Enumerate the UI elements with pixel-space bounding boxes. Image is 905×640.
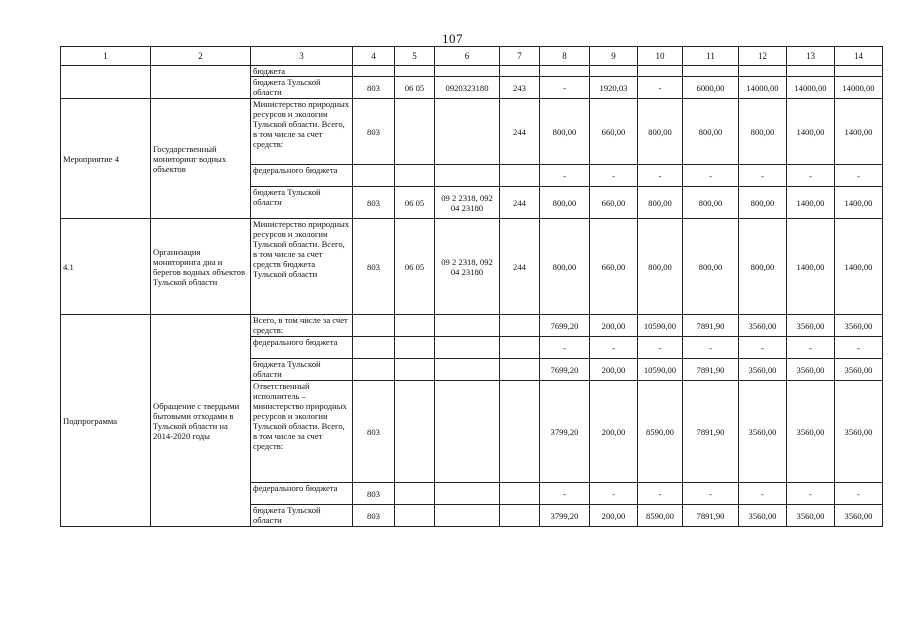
code-cell: 803 bbox=[353, 381, 395, 483]
header-row bbox=[61, 47, 883, 66]
code-cell: 803 bbox=[353, 505, 395, 527]
table-row bbox=[61, 315, 883, 337]
value-cell bbox=[835, 66, 883, 77]
column-header: 14 bbox=[835, 47, 883, 66]
source-cell: федерального бюджета bbox=[251, 165, 353, 187]
source-cell: бюджета Тульской области bbox=[251, 359, 353, 381]
value-cell: 1400,00 bbox=[787, 99, 835, 165]
value-cell: - bbox=[739, 165, 787, 187]
code-cell bbox=[395, 381, 435, 483]
value-cell: 1400,00 bbox=[835, 187, 883, 219]
column-header: 4 bbox=[353, 47, 395, 66]
source-cell: Ответственный исполнитель – министерство природных ресурсов и экологии Тульской области. Всего, в том числе за счет средств: bbox=[251, 381, 353, 483]
value-cell: - bbox=[835, 165, 883, 187]
value-cell bbox=[540, 66, 590, 77]
group-name-cell bbox=[151, 66, 251, 99]
code-cell bbox=[500, 315, 540, 337]
code-cell bbox=[435, 99, 500, 165]
column-header: 3 bbox=[251, 47, 353, 66]
code-cell: 0920323180 bbox=[435, 77, 500, 99]
value-cell: 1400,00 bbox=[835, 99, 883, 165]
group-name-event4: Государственный мониторинг водных объектов bbox=[151, 99, 251, 219]
value-cell bbox=[590, 66, 638, 77]
table-row bbox=[61, 219, 883, 315]
value-cell: 800,00 bbox=[739, 99, 787, 165]
value-cell: 660,00 bbox=[590, 187, 638, 219]
value-cell: 7891,90 bbox=[683, 505, 739, 527]
value-cell: 1400,00 bbox=[835, 219, 883, 315]
value-cell: 1400,00 bbox=[787, 187, 835, 219]
column-header: 12 bbox=[739, 47, 787, 66]
source-cell: федерального бюджета bbox=[251, 337, 353, 359]
value-cell: 7891,90 bbox=[683, 381, 739, 483]
code-cell bbox=[500, 66, 540, 77]
value-cell: - bbox=[540, 337, 590, 359]
value-cell: 3560,00 bbox=[787, 315, 835, 337]
code-cell bbox=[435, 359, 500, 381]
value-cell bbox=[683, 66, 739, 77]
code-cell: 803 bbox=[353, 99, 395, 165]
value-cell: - bbox=[590, 337, 638, 359]
code-cell bbox=[435, 66, 500, 77]
value-cell: 1920,03 bbox=[590, 77, 638, 99]
code-cell bbox=[395, 483, 435, 505]
code-cell bbox=[395, 337, 435, 359]
value-cell bbox=[638, 66, 683, 77]
source-cell: федерального бюджета bbox=[251, 483, 353, 505]
value-cell: - bbox=[638, 483, 683, 505]
column-header: 13 bbox=[787, 47, 835, 66]
group-label-cell bbox=[61, 66, 151, 99]
value-cell: 14000,00 bbox=[835, 77, 883, 99]
value-cell: 200,00 bbox=[590, 505, 638, 527]
code-cell: 243 bbox=[500, 77, 540, 99]
value-cell: 3560,00 bbox=[787, 359, 835, 381]
value-cell: - bbox=[787, 483, 835, 505]
code-cell: 803 bbox=[353, 77, 395, 99]
table-row bbox=[61, 99, 883, 165]
column-header: 1 bbox=[61, 47, 151, 66]
code-cell bbox=[435, 165, 500, 187]
value-cell: - bbox=[590, 483, 638, 505]
column-header: 7 bbox=[500, 47, 540, 66]
code-cell bbox=[395, 359, 435, 381]
value-cell: 3560,00 bbox=[835, 315, 883, 337]
value-cell: 800,00 bbox=[683, 187, 739, 219]
code-cell: 803 bbox=[353, 219, 395, 315]
value-cell: 3560,00 bbox=[835, 505, 883, 527]
group-label-event4: Мероприятие 4 bbox=[61, 99, 151, 219]
value-cell: - bbox=[739, 337, 787, 359]
code-cell: 06 05 bbox=[395, 219, 435, 315]
value-cell: - bbox=[638, 165, 683, 187]
code-cell bbox=[500, 483, 540, 505]
value-cell: 3799,20 bbox=[540, 381, 590, 483]
code-cell bbox=[353, 315, 395, 337]
table-row bbox=[61, 66, 883, 77]
value-cell: - bbox=[540, 77, 590, 99]
value-cell: 1400,00 bbox=[787, 219, 835, 315]
source-cell: бюджета Тульской области bbox=[251, 505, 353, 527]
value-cell: - bbox=[683, 483, 739, 505]
value-cell: 3799,20 bbox=[540, 505, 590, 527]
value-cell: 7891,90 bbox=[683, 359, 739, 381]
code-cell bbox=[353, 66, 395, 77]
value-cell: - bbox=[787, 337, 835, 359]
value-cell: 800,00 bbox=[540, 219, 590, 315]
value-cell: 800,00 bbox=[683, 99, 739, 165]
source-cell: Министерство природных ресурсов и экологии Тульской области. Всего, в том числе за счет средств: bbox=[251, 99, 353, 165]
value-cell: 800,00 bbox=[638, 219, 683, 315]
group-label-subprogram: Подпрограмма bbox=[61, 315, 151, 527]
value-cell: - bbox=[835, 337, 883, 359]
code-cell bbox=[500, 381, 540, 483]
code-cell bbox=[435, 315, 500, 337]
value-cell: 3560,00 bbox=[739, 381, 787, 483]
value-cell: 660,00 bbox=[590, 99, 638, 165]
value-cell: 3560,00 bbox=[739, 359, 787, 381]
code-cell bbox=[395, 99, 435, 165]
code-cell bbox=[435, 505, 500, 527]
value-cell: - bbox=[683, 165, 739, 187]
code-cell bbox=[353, 165, 395, 187]
value-cell: 3560,00 bbox=[739, 315, 787, 337]
value-cell bbox=[787, 66, 835, 77]
code-cell: 09 2 2318, 092 04 23180 bbox=[435, 219, 500, 315]
source-cell: бюджета Тульской области bbox=[251, 187, 353, 219]
value-cell: 8590,00 bbox=[638, 505, 683, 527]
value-cell: 8590,00 bbox=[638, 381, 683, 483]
value-cell: 800,00 bbox=[638, 187, 683, 219]
value-cell: 6000,00 bbox=[683, 77, 739, 99]
value-cell: 7699,20 bbox=[540, 315, 590, 337]
source-cell: Министерство природных ресурсов и экологии Тульской области. Всего, в том числе за счет средств бюджета Тульской области bbox=[251, 219, 353, 315]
code-cell bbox=[395, 165, 435, 187]
value-cell: 3560,00 bbox=[787, 505, 835, 527]
code-cell bbox=[395, 505, 435, 527]
source-cell: бюджета Тульской области bbox=[251, 77, 353, 99]
code-cell bbox=[435, 337, 500, 359]
value-cell: - bbox=[638, 337, 683, 359]
column-header: 9 bbox=[590, 47, 638, 66]
value-cell: 800,00 bbox=[739, 187, 787, 219]
value-cell: 200,00 bbox=[590, 381, 638, 483]
code-cell bbox=[395, 315, 435, 337]
code-cell bbox=[500, 165, 540, 187]
value-cell: - bbox=[590, 165, 638, 187]
value-cell: 3560,00 bbox=[835, 381, 883, 483]
code-cell bbox=[435, 381, 500, 483]
value-cell: 3560,00 bbox=[739, 505, 787, 527]
value-cell: 800,00 bbox=[739, 219, 787, 315]
group-name-subprogram: Обращение с твердыми бытовыми отходами в Тульской области на 2014-2020 годы bbox=[151, 315, 251, 527]
value-cell: 200,00 bbox=[590, 315, 638, 337]
value-cell: 7891,90 bbox=[683, 315, 739, 337]
source-cell: Всего, в том числе за счет средств: bbox=[251, 315, 353, 337]
code-cell: 803 bbox=[353, 483, 395, 505]
column-header: 5 bbox=[395, 47, 435, 66]
column-header: 6 bbox=[435, 47, 500, 66]
value-cell: - bbox=[638, 77, 683, 99]
value-cell bbox=[739, 66, 787, 77]
value-cell: 14000,00 bbox=[739, 77, 787, 99]
code-cell bbox=[500, 505, 540, 527]
code-cell: 244 bbox=[500, 99, 540, 165]
value-cell: 200,00 bbox=[590, 359, 638, 381]
code-cell: 06 05 bbox=[395, 77, 435, 99]
value-cell: 800,00 bbox=[638, 99, 683, 165]
value-cell: - bbox=[540, 165, 590, 187]
column-header: 10 bbox=[638, 47, 683, 66]
code-cell: 06 05 bbox=[395, 187, 435, 219]
page-number: 107 bbox=[442, 31, 463, 46]
code-cell bbox=[500, 359, 540, 381]
value-cell: - bbox=[683, 337, 739, 359]
value-cell: - bbox=[787, 165, 835, 187]
group-name-4-1: Организация мониторинга дна и берегов водных объектов Тульской области bbox=[151, 219, 251, 315]
value-cell: 800,00 bbox=[540, 99, 590, 165]
budget-table bbox=[60, 46, 883, 527]
group-label-4-1: 4.1 bbox=[61, 219, 151, 315]
code-cell bbox=[353, 337, 395, 359]
value-cell: 3560,00 bbox=[787, 381, 835, 483]
value-cell: 800,00 bbox=[683, 219, 739, 315]
value-cell: - bbox=[540, 483, 590, 505]
value-cell: 10590,00 bbox=[638, 315, 683, 337]
code-cell: 09 2 2318, 092 04 23180 bbox=[435, 187, 500, 219]
value-cell: 10590,00 bbox=[638, 359, 683, 381]
code-cell bbox=[353, 359, 395, 381]
value-cell: - bbox=[739, 483, 787, 505]
code-cell: 803 bbox=[353, 187, 395, 219]
code-cell bbox=[435, 483, 500, 505]
code-cell: 244 bbox=[500, 219, 540, 315]
code-cell bbox=[395, 66, 435, 77]
source-cell: бюджета bbox=[251, 66, 353, 77]
value-cell: 3560,00 bbox=[835, 359, 883, 381]
column-header: 8 bbox=[540, 47, 590, 66]
value-cell: - bbox=[835, 483, 883, 505]
code-cell: 244 bbox=[500, 187, 540, 219]
value-cell: 660,00 bbox=[590, 219, 638, 315]
value-cell: 7699,20 bbox=[540, 359, 590, 381]
value-cell: 14000,00 bbox=[787, 77, 835, 99]
column-header: 11 bbox=[683, 47, 739, 66]
code-cell bbox=[500, 337, 540, 359]
column-header: 2 bbox=[151, 47, 251, 66]
value-cell: 800,00 bbox=[540, 187, 590, 219]
